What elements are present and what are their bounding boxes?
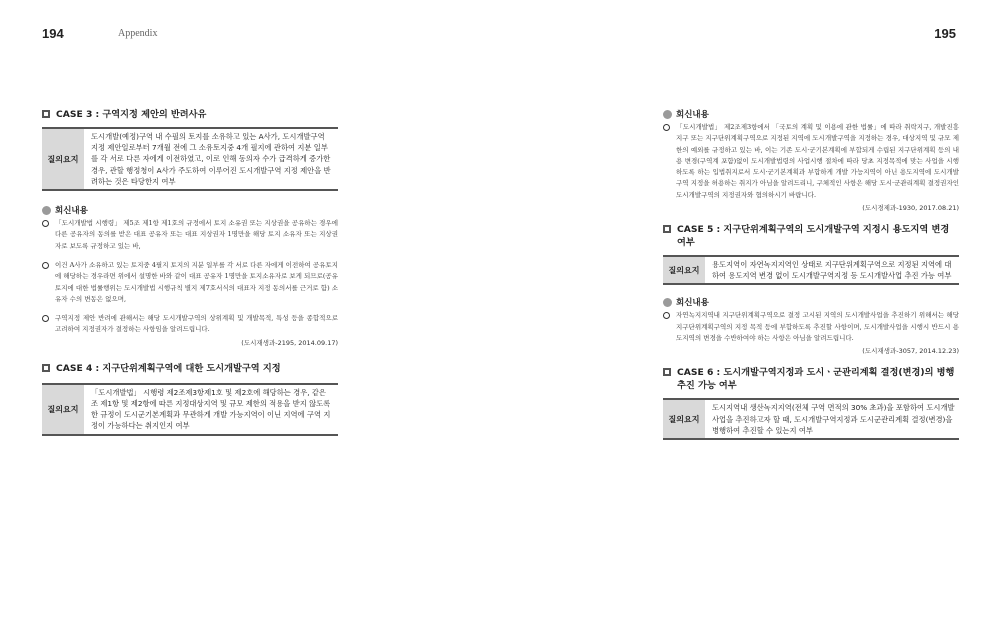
case3-reference: (도시재생과-2195, 2014.09.17) (241, 338, 338, 347)
answer-item: 자연녹지지역내 지구단위계획구역으로 결정 고시된 지역의 도시개발사업을 추진하기 위해서는 해당 지구단위계획구역의 지정 목적 등에 부합하도록 추진할 사항이며, 도시개발사업을 시행시 반드시 용도지역의 변경을 수반하여야 하는 사항은 아님을 알려드립니다. (663, 310, 959, 344)
case4-reference: (도시경제과-1930, 2017.08.21) (862, 204, 959, 213)
running-title: Appendix (118, 28, 158, 39)
answer-item: 이건 A사가 소유하고 있는 토지중 4필지 토지의 지분 일부를 각 서로 다른 자에게 이전하여 공유토지에 해당하는 경우라면 위에서 설명한 바와 같이 대표 공유자 1명만을 토지소유자로 보게 되므로(공유토지에 대한 법률행위는 도시개발법 시행규칙 별지 제7호서식의 대표자 지정 동의서를 근거로 함) 소유자 수의 변동은 없으며, (42, 260, 338, 305)
ring-bullet-icon (42, 262, 49, 269)
question-label: 질의요지 (663, 257, 705, 283)
answer-item: 「도시개발법」 제2조제3항에서 「국토의 계획 및 이용에 관한 법률」에 따라 취락지구, 개발진흥지구 또는 지구단위계획구역으로 지정된 지역에 도시개발구역을 지정하는 경우, 대상지역 및 규모 제한의 예외를 규정하고 있는 바, 이는 기존 도시·군기본계획에 부합되게 수립된 지구단위계획 등의 내용 변경(구역계 포함)없이 도시개발법령의 사업시행 절차에 따라 당초 지정목적에 맞는 사업을 시행하도록 하는 입법취지로서 도시·군기본계획과 부합하게 개발 가능지역이 아닌 용도지역에 도시개발구역 지정을 허용하는 취지가 아님을 알려드리니, 구체적인 사항은 해당 도시·군관리계획 결정권자인 도시개발구역의 지정권자와 협의하시기 바랍니다. (663, 122, 959, 201)
case6-question-box (663, 398, 959, 440)
case3-question-box (42, 127, 338, 191)
question-text: 「도시개발법」 시행령 제2조제3항제1호 및 제2호에 해당하는 경우, 같은 조 제1항 및 제2항에 따른 지정대상지역 및 규모 제한의 적용을 받지 않도록 한 규정이 도시군기본계획과 무관하게 개발 가능지역이 이닌 지역에 구역 지정이 가능하다는 취지인지 여부 (84, 385, 338, 434)
ring-bullet-icon (663, 312, 670, 319)
case4-answer-heading: 회신내용 (663, 108, 959, 120)
case4-title: CASE 4 : 지구단위계획구역에 대한 도시개발구역 지정 (42, 362, 338, 375)
answer-item: 「도시개발법 시행령」 제5조 제1항 제1호의 규정에서 토지 소유권 또는 지상권을 공유하는 경우에 다른 공유자의 동의를 받은 대표 공유자 또는 대표 지상권자 1명만을 해당 토지 소유자 또는 지상권자로 보도록 규정하고 있는 바, (42, 218, 338, 252)
right-page (663, 108, 959, 440)
circle-bullet-icon (663, 298, 672, 307)
case6-title: CASE 6 : 도시개발구역지정과 도시ㆍ군관리계획 결정(변경)의 병행 추진 가능 여부 (663, 366, 959, 392)
question-text: 도시개발(예정)구역 내 수필의 토지를 소유하고 있는 A사가, 도시개발구역 지정 제안일로부터 7개월 전에 그 소유토지중 4개 필지에 관하여 지분 일부를 각 서로 다른 자에게 이전하였고, 이로 인해 동의자 수가 급격하게 증가한 경우, 관할 행정청이 A사가 주도하여 이루어진 도시개발구역 지정 제안을 반려하는 것은 타당한지 여부 (84, 129, 338, 189)
circle-bullet-icon (663, 110, 672, 119)
question-label: 질의요지 (42, 385, 84, 434)
case3-answer-heading: 회신내용 (42, 204, 338, 216)
question-text: 도시지역내 생산녹지지역(전체 구역 면적의 30% 초과)을 포함하여 도시개발사업을 추진하고자 할 때, 도시개발구역지정과 도시군관리계획 결정(변경)을 병행하여 추진할 수 있는지 여부 (705, 400, 959, 438)
square-bullet-icon (663, 225, 671, 233)
right-page-number: 195 (934, 26, 956, 41)
case4-question-box (42, 383, 338, 436)
case5-reference: (도시재생과-3057, 2014.12.23) (862, 347, 959, 356)
left-page (42, 108, 338, 436)
question-text: 용도지역이 자연녹지지역인 상태로 지구단위계획구역으로 지정된 지역에 대하여 용도지역 변경 없이 도시개발구역지정 등 도시개발사업 추진 가능 여부 (705, 257, 959, 283)
question-label: 질의요지 (42, 129, 84, 189)
square-bullet-icon (42, 364, 50, 372)
ring-bullet-icon (663, 124, 670, 131)
case3-title: CASE 3 : 구역지정 제안의 반려사유 (42, 108, 338, 121)
square-bullet-icon (663, 368, 671, 376)
circle-bullet-icon (42, 206, 51, 215)
left-page-number: 194 (42, 26, 64, 41)
answer-item: 구역지정 제안 반려에 관해서는 해당 도시개발구역의 상위계획 및 개발목적, 특성 등을 종합적으로 고려하여 지정권자가 결정하는 사항임을 알려드립니다. (42, 313, 338, 336)
case5-title: CASE 5 : 지구단위계획구역의 도시개발구역 지정시 용도지역 변경 여부 (663, 223, 959, 249)
ring-bullet-icon (42, 220, 49, 227)
square-bullet-icon (42, 110, 50, 118)
question-label: 질의요지 (663, 400, 705, 438)
ring-bullet-icon (42, 315, 49, 322)
case5-answer-heading: 회신내용 (663, 296, 959, 308)
case5-question-box (663, 255, 959, 285)
